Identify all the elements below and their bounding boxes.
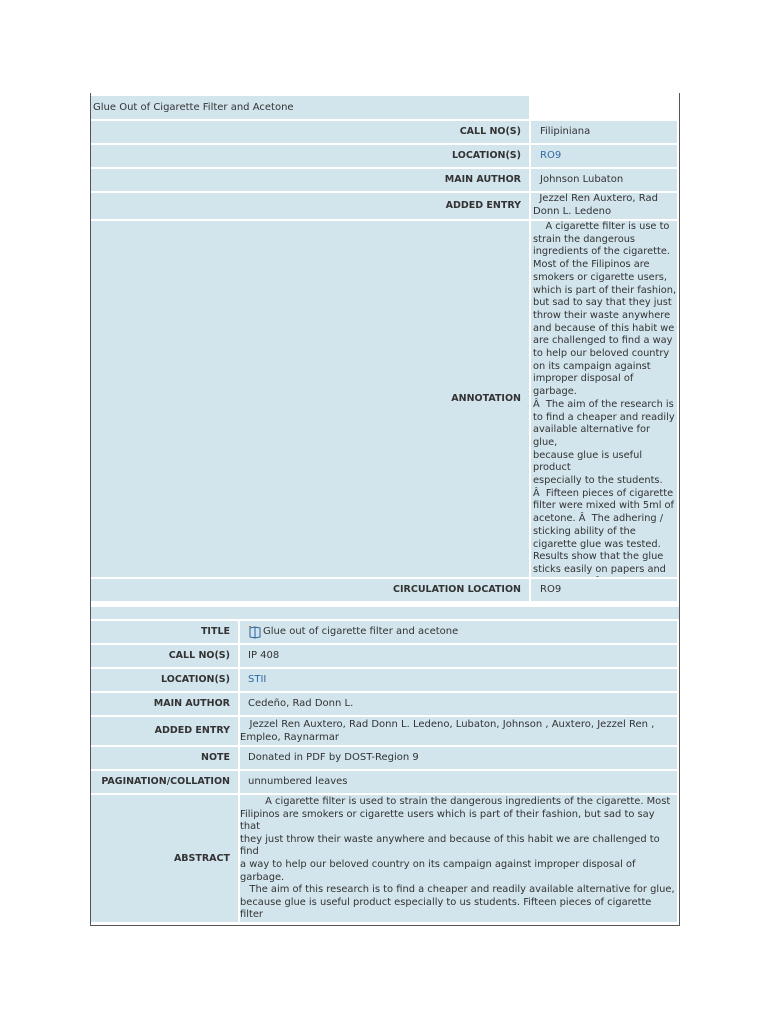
record1-annotation: A cigarette filter is use to strain the dangerous ingredients of the cigarette. Most of the Filipinos are smokers or cigarette users, which is part of their fashion, but sad to say that they just throw their waste anywhere and because of this habit we are challenged to find a way to help our beloved country on its campaign against improper disposal of garbage. Â The aim of the research is to find a cheaper and readily available alternative for glue, because glue is useful product especially to the students. Â Fifteen pieces of cigarette filter were mixed with 5ml of acetone. Â The adhering / sticking ability of the cigarette glue was tested. Results show that the glue sticks easily on papers and xyxy=(531,221,677,577)
record1-label-annotation: ANNOTATION xyxy=(91,221,529,577)
record1-label-added-entry: ADDED ENTRY xyxy=(91,193,529,219)
record2-label-abstract: ABSTRACT xyxy=(91,795,238,922)
record2-main-author: Cedeño, Rad Donn L. xyxy=(240,693,677,715)
record2-label-added-entry: ADDED ENTRY xyxy=(91,717,238,745)
record2-added-entry: Jezzel Ren Auxtero, Rad Donn L. Ledeno, Lubaton, Johnson , Auxtero, Jezzel Ren , Empleo, Raynarmar xyxy=(240,717,677,745)
record2-title xyxy=(240,621,677,643)
record2-label-note: NOTE xyxy=(91,747,238,769)
record2-note: Donated in PDF by DOST-Region 9 xyxy=(240,747,677,769)
record2-location xyxy=(240,669,677,691)
record2-label-main-author: MAIN AUTHOR xyxy=(91,693,238,715)
record1-call-no: Filipiniana xyxy=(531,121,677,143)
record1-main-author: Johnson Lubaton xyxy=(531,169,677,191)
record1-label-main-author: MAIN AUTHOR xyxy=(91,169,529,191)
record2-abstract: A cigarette filter is used to strain the dangerous ingredients of the cigarette. Most Filipinos are smokers or cigarette users which is part of their fashion, but sad to say that they just throw their waste anywhere and because of this habit we are challenged to find a way to help our beloved country on its campaign against improper disposal of garbage. The aim of this research is to find a cheaper and readily available alternative for glue, because glue is useful product especially to us students. Fifteen pieces of cigarette filter xyxy=(240,795,677,922)
record1-label-circulation-location: CIRCULATION LOCATION xyxy=(91,579,529,601)
record2-header-strip xyxy=(91,607,679,619)
record2-label-pagination: PAGINATION/COLLATION xyxy=(91,771,238,793)
record2-location-link[interactable]: STII xyxy=(248,674,267,685)
record2-label-call-no: CALL NO(S) xyxy=(91,645,238,667)
record2-title-text: Glue out of cigarette filter and acetone xyxy=(263,626,459,637)
record2-call-no: IP 408 xyxy=(240,645,677,667)
record1-added-entry: Jezzel Ren Auxtero, Rad Donn L. Ledeno xyxy=(531,193,677,219)
record1-title xyxy=(91,96,529,119)
record1-label-call-no: CALL NO(S) xyxy=(91,121,529,143)
record1-circulation-location: RO9 xyxy=(531,579,677,601)
record2-label-location: LOCATION(S) xyxy=(91,669,238,691)
record1-title-text: Glue Out of Cigarette Filter and Acetone xyxy=(93,101,294,113)
record1-location-link[interactable]: RO9 xyxy=(540,150,562,161)
book-icon xyxy=(248,626,262,639)
record1-location xyxy=(531,145,677,167)
record2-pagination: unnumbered leaves xyxy=(240,771,677,793)
record2-label-title: TITLE xyxy=(91,621,238,643)
catalog-records xyxy=(90,93,680,926)
record1-label-location: LOCATION(S) xyxy=(91,145,529,167)
